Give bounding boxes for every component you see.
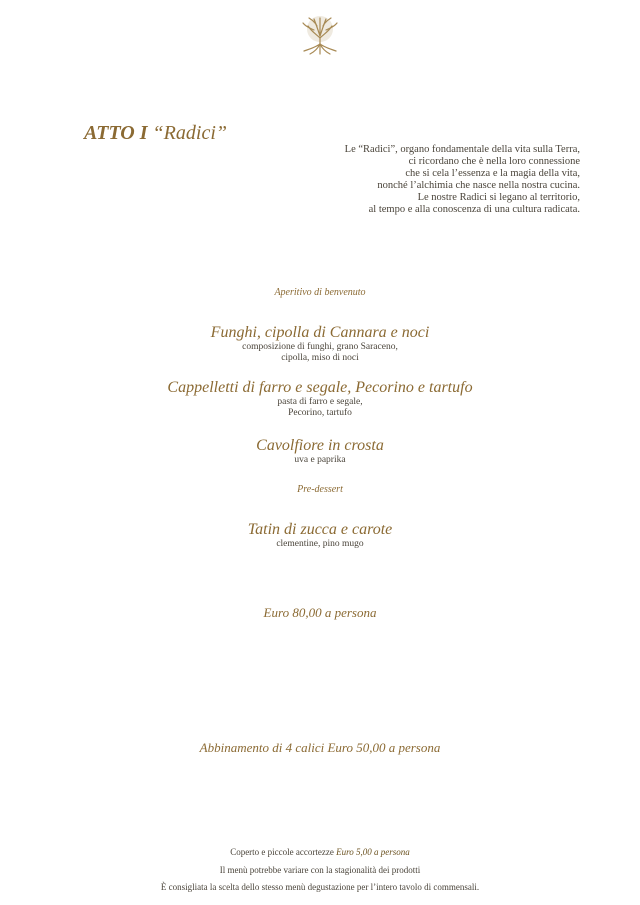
footer-note-seasonality: Il menù potrebbe variare con la stagionalità dei prodotti	[219, 865, 421, 875]
dessert-item	[0, 521, 640, 550]
intro-line: al tempo e alla conoscenza di una cultura radicata.	[368, 204, 580, 215]
dish-desc: pasta di farro e segale,	[277, 397, 363, 407]
aperitivo-label: Aperitivo di benvenuto	[274, 287, 366, 298]
dish-name: Funghi, cipolla di Cannara e noci	[210, 324, 430, 341]
wine-pairing-price: Abbinamento di 4 calici Euro 50,00 a persona	[199, 740, 441, 755]
predessert-label: Pre-dessert	[297, 484, 343, 495]
dish-name: Cappelletti di farro e segale, Pecorino e tartufo	[167, 379, 473, 396]
intro-line: Le “Radici”, organo fondamentale della vita sulla Terra,	[344, 144, 580, 155]
dish-desc: Pecorino, tartufo	[288, 407, 352, 418]
intro-line: Le nostre Radici si legano al territorio,	[417, 192, 580, 203]
dish-desc: uva e paprika	[294, 455, 346, 465]
intro-line: che si cela l’essenza e la magia della vita,	[405, 168, 580, 179]
dish-desc: cipolla, miso di noci	[281, 352, 359, 363]
coperto-label: Coperto e piccole accortezze	[230, 847, 334, 857]
dish-item	[0, 437, 640, 466]
dish-item	[0, 324, 640, 363]
dish-item	[0, 379, 640, 418]
footer-coperto	[0, 847, 640, 857]
tree-with-roots-icon	[298, 14, 342, 56]
dessert-desc: clementine, pino mugo	[276, 539, 364, 549]
title-name: “Radici”	[152, 122, 227, 144]
title-act: ATTO I	[84, 122, 148, 144]
page-title	[84, 122, 227, 145]
intro-line: nonché l’alchimia che nasce nella nostra cucina.	[377, 180, 580, 191]
dish-desc: composizione di funghi, grano Saraceno,	[242, 342, 398, 352]
footer-note-table: È consigliata la scelta dello stesso menù degustazione per l’intero tavolo di commensali.	[160, 882, 480, 892]
coperto-price: Euro 5,00 a persona	[336, 847, 410, 857]
dish-name: Cavolfiore in crosta	[256, 437, 384, 454]
dessert-name: Tatin di zucca e carote	[247, 521, 393, 538]
intro-paragraph	[280, 144, 580, 216]
intro-line: ci ricordano che è nella loro connessione	[408, 156, 580, 167]
menu-price: Euro 80,00 a persona	[263, 605, 377, 620]
